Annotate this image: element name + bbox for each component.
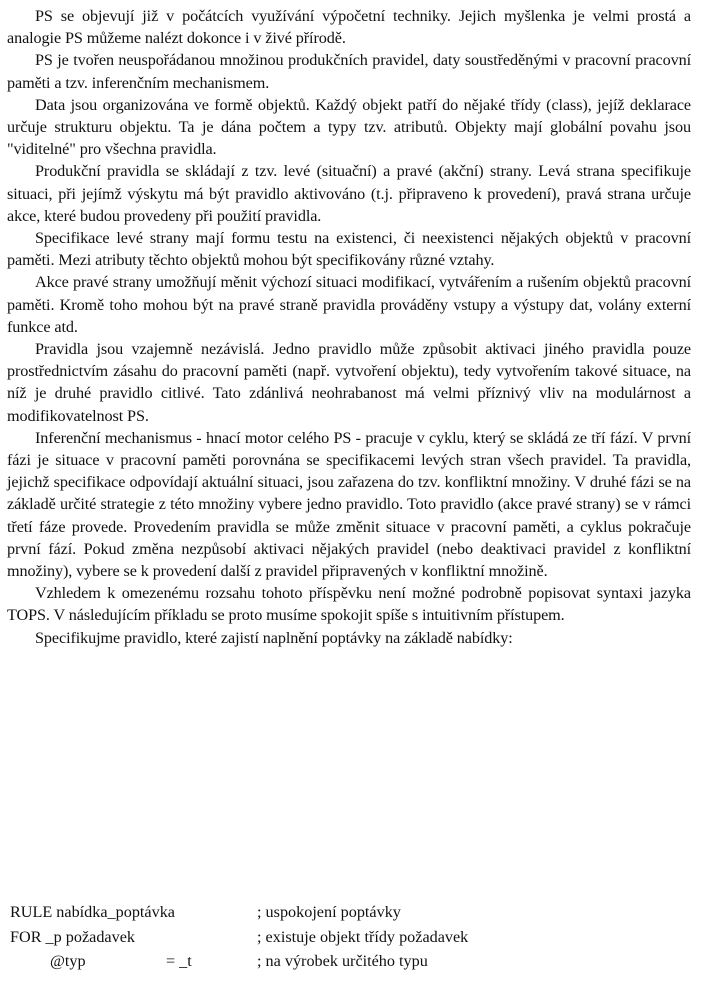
paragraph: Inferenční mechanismus - hnací motor celého PS - pracuje v cyklu, který se skládá ze tří fází. V první fázi je situace v pracovní paměti porovnána se specifikacemi levých stran všech pravidel. Ta pravidla, jejichž specifikace odpovídají aktuální situaci, jsou zařazena do tzv. konfliktní množiny. V druhé fázi se na základě určité strategie z této množiny vybere jedno pravidlo. Toto pravidlo (akce pravé strany) se v rámci třetí fáze provede. Provedením pravidla se může změnit situace v pracovní paměti, a cyklus pokračuje první fází. Pokud změna nezpůsobí aktivaci nějakých pravidel (nebo deaktivaci pravidel z konfliktní množiny), vybere se k provedení další z pravidel připravených v konfliktní množině. — [7, 428, 691, 581]
paragraph: Data jsou organizována ve formě objektů. Každý objekt patří do nějaké třídy (class), jejíž deklarace určuje strukturu objektu. Ta je dána počtem a typy tzv. atributů. Objekty mají globální povahu jsou "viditelné" pro všechna pravidla. — [7, 95, 691, 159]
paragraph: PS je tvořen neuspořádanou množinou produkčních pravidel, daty soustředěnými v pracovní pracovní paměti a tzv. inferenčním mechanismem. — [7, 51, 691, 92]
code-comment: ; existuje objekt třídy požadavek — [257, 927, 469, 946]
code-statement: @typ — [50, 952, 86, 970]
code-comment: ; uspokojení poptávky — [257, 903, 401, 921]
code-statement: RULE nabídka_poptávka — [10, 903, 175, 921]
code-statement: FOR _p požadavek — [10, 927, 135, 946]
paragraph: Specifikace levé strany mají formu testu na existenci, či neexistenci nějakých objektů v pracovní paměti. Mezi atributy těchto objektů mohou být specifikovány různé vztahy. — [7, 229, 691, 270]
paragraph: Akce pravé strany umožňují měnit výchozí situaci modifikací, vytvářením a rušením objektů pracovní paměti. Kromě toho mohou být na pravé straně pravidla prováděny vstupy a výstupy dat, volány externí funkce atd. — [7, 273, 691, 336]
code-line — [10, 949, 690, 974]
code-line — [10, 925, 690, 950]
code-operator: = _t — [166, 952, 192, 970]
paragraph: Pravidla jsou vzajemně nezávislá. Jedno pravidlo může způsobit aktivaci jiného pravidla pouze prostřednictvím zásahu do pracovní paměti (např. vytvoření objektu), tedy vytvořením takové situace, na níž je druhé pravidlo citlivé. Tato zdánlivá neohrabanost má velmi příznivý vliv na modulárnost a modifikovatelnost PS. — [7, 340, 691, 425]
code-line — [10, 900, 690, 925]
code-comment: ; na výrobek určitého typu — [257, 952, 428, 970]
code-listing — [10, 900, 690, 974]
paragraph: Vzhledem k omezenému rozsahu tohoto příspěvku není možné podrobně popisovat syntaxi jazyka TOPS. V následujícím příkladu se proto musíme spokojit spíše s intuitivním přístupem. — [7, 584, 691, 625]
paragraph: Produkční pravidla se skládají z tzv. levé (situační) a pravé (akční) strany. Levá strana specifikuje situaci, při jejímž výskytu má být pravidlo aktivováno (t.j. připraveno k provedení), pravá strana určuje akce, které budou provedeny při použití pravidla. — [7, 162, 691, 225]
body-text — [7, 5, 691, 649]
paragraph: Specifikujme pravidlo, které zajistí naplnění poptávky na základě nabídky: — [35, 628, 513, 647]
paragraph: PS se objevují již v počátcích využívání výpočetní techniky. Jejich myšlenka je velmi prostá a analogie PS můžeme nalézt dokonce i v živé přírodě. — [7, 7, 691, 48]
